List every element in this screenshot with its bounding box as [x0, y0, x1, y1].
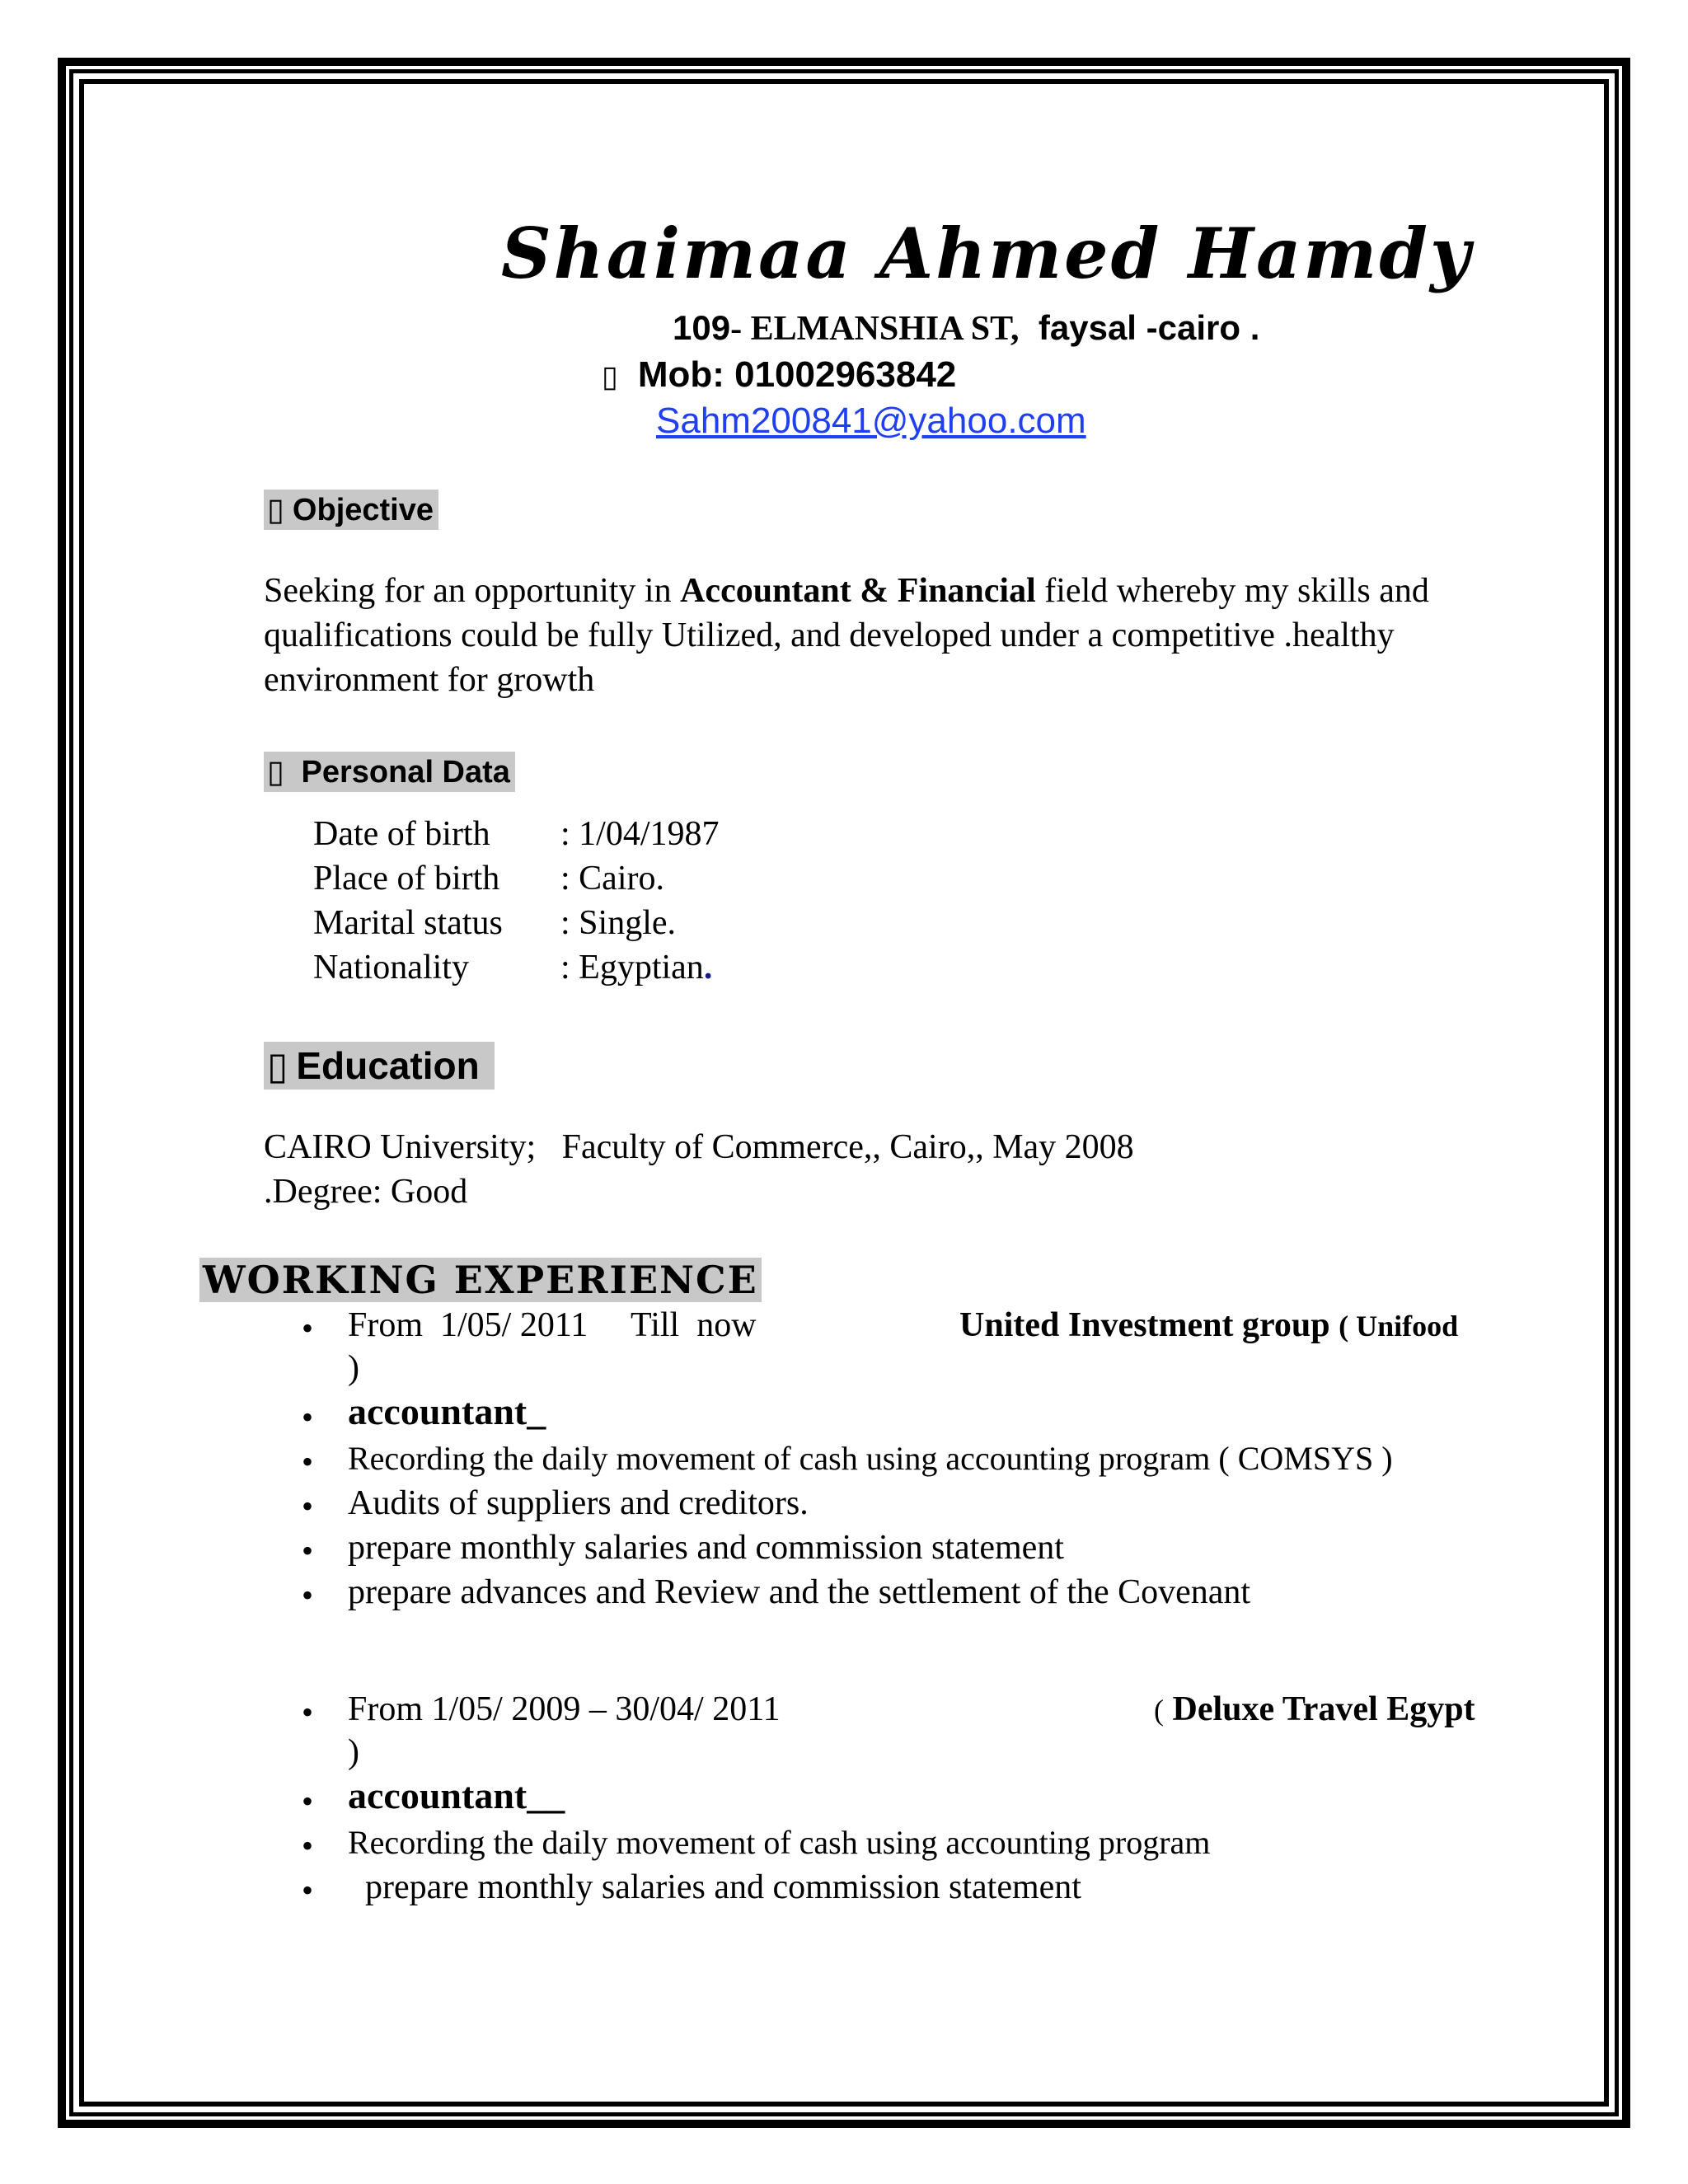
- job2-company: [1154, 1690, 1475, 1729]
- marital-label: Marital status: [313, 904, 503, 942]
- nationality-text: : Egyptian: [560, 949, 704, 987]
- pob-label: Place of birth: [313, 860, 500, 898]
- bullet-icon: •: [302, 1532, 314, 1569]
- objective-heading: [264, 490, 438, 530]
- address-number: 109: [673, 308, 731, 347]
- bullet-icon: •: [302, 1694, 314, 1731]
- address-street: - ELMANSHIA ST,: [730, 310, 1020, 348]
- address-city: faysal -cairo .: [1038, 308, 1260, 347]
- job2-period: From 1/05/ 2009 – 30/04/ 2011: [348, 1690, 781, 1728]
- mobile-line: [602, 354, 956, 396]
- bullet-icon: •: [302, 1577, 314, 1614]
- job2-open-paren: (: [1154, 1694, 1164, 1727]
- phone-icon: ▯: [602, 359, 618, 393]
- pob-value: : Cairo.: [560, 860, 664, 898]
- experience-heading: WORKING EXPERIENCE: [199, 1258, 762, 1302]
- bullet-icon: •: [302, 1443, 314, 1480]
- job1-company-paren: ( Unifood: [1339, 1310, 1459, 1343]
- objective-text-start: Seeking for an opportunity in: [264, 572, 681, 610]
- bullet-icon: •: [302, 1488, 314, 1525]
- objective-text-bold: Accountant & Financial: [680, 572, 1036, 610]
- job2-company-name: Deluxe Travel Egypt: [1172, 1690, 1475, 1728]
- bullet-icon: •: [302, 1783, 314, 1820]
- bullet-icon: •: [302, 1872, 314, 1909]
- job2-close-paren: ): [348, 1733, 359, 1771]
- education-title: Education: [296, 1044, 480, 1087]
- job1-company: [959, 1305, 1458, 1345]
- education-line-1: CAIRO University; Faculty of Commerce,, Cairo,, May 2008: [264, 1128, 1134, 1166]
- section-marker-icon: ▯: [267, 1044, 288, 1087]
- job1-close-paren: ): [348, 1349, 359, 1387]
- job2-duty: Recording the daily movement of cash using accounting program: [348, 1824, 1211, 1861]
- education-line-2: .Degree: Good: [264, 1173, 468, 1211]
- job1-duty: prepare advances and Review and the settlement of the Covenant: [348, 1573, 1251, 1611]
- nationality-dot: .: [703, 949, 713, 987]
- objective-text-end: field whereby my skills and qualifications could be fully Utilized, and developed under a competitive .healthy environment for growth: [264, 572, 1429, 699]
- objective-title: Objective: [292, 493, 434, 527]
- bullet-icon: •: [302, 1399, 314, 1436]
- nationality-value: [560, 948, 712, 987]
- education-heading: [264, 1042, 495, 1090]
- job1-duty: Recording the daily movement of cash using accounting program ( COMSYS ): [348, 1440, 1393, 1477]
- nationality-label: Nationality: [313, 949, 469, 987]
- job2-role: accountant__: [348, 1774, 565, 1816]
- section-marker-icon: ▯: [267, 493, 284, 527]
- mobile-number: Mob: 01002963842: [637, 354, 957, 395]
- job1-company-name: United Investment group: [959, 1306, 1330, 1344]
- job1-duty: prepare monthly salaries and commission statement: [348, 1529, 1064, 1567]
- dob-label: Date of birth: [313, 815, 490, 853]
- personal-data-title: Personal Data: [301, 755, 510, 790]
- bullet-icon: •: [302, 1827, 314, 1864]
- address: [673, 308, 1259, 349]
- job2-duty: prepare monthly salaries and commission statement: [348, 1868, 1081, 1906]
- candidate-name: Shaimaa Ahmed Hamdy: [501, 213, 1473, 294]
- objective-text: [264, 569, 1517, 702]
- marital-value: : Single.: [560, 904, 677, 942]
- job1-period: From 1/05/ 2011 Till now: [348, 1306, 757, 1344]
- personal-data-heading: [264, 752, 515, 792]
- dob-value: : 1/04/1987: [560, 815, 720, 853]
- job1-duty: Audits of suppliers and creditors.: [348, 1484, 809, 1522]
- bullet-icon: •: [302, 1310, 314, 1347]
- section-marker-icon: ▯: [267, 755, 284, 790]
- email-link[interactable]: Sahm200841@yahoo.com: [656, 401, 1086, 441]
- job1-role: accountant_: [348, 1390, 546, 1432]
